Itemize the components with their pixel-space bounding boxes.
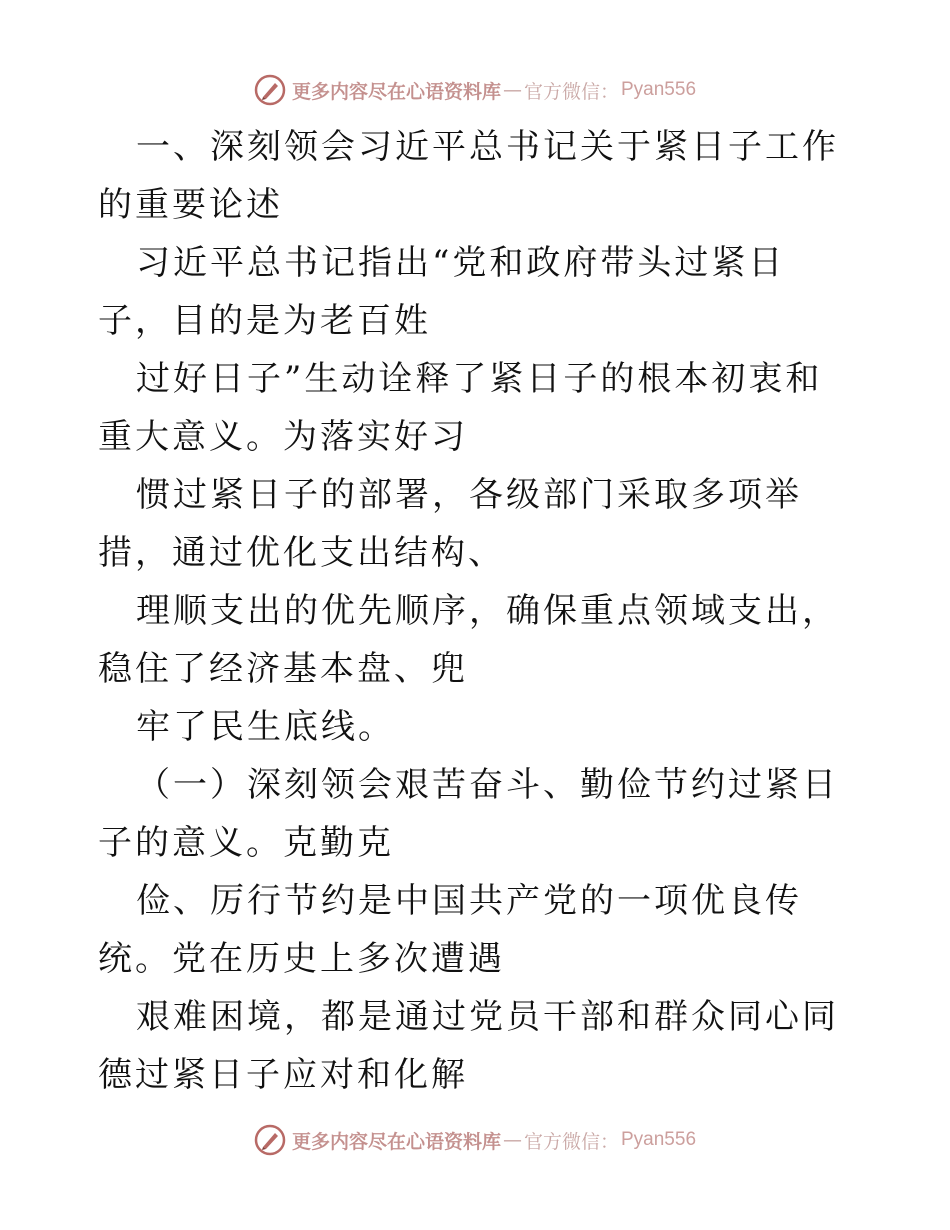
paragraph-line: 惯过紧日子的部署，各级部门采取多项举措，通过优化支出结构、	[98, 475, 802, 573]
paragraph-line: 理顺支出的优先顺序，确保重点领域支出，稳住了经济基本盘、兜	[98, 591, 839, 689]
paragraph-line: 过好日子”生动诠释了紧日子的根本初衷和重大意义。为落实好习	[98, 359, 823, 457]
watermark-label: 官方微信：	[523, 1130, 619, 1153]
watermark-main-text: 更多内容尽在心语资料库	[291, 80, 501, 103]
pen-logo-icon	[254, 74, 286, 106]
watermark-wechat-id: Pyan556	[621, 79, 697, 100]
watermark-dash: —	[502, 1129, 522, 1151]
watermark-dash: —	[502, 79, 522, 101]
heading-section-one: 一、深刻领会习近平总书记关于紧日子工作的重要论述	[98, 127, 839, 225]
footer-watermark	[0, 1120, 950, 1160]
subheading-one: （一）深刻领会艰苦奋斗、勤俭节约过紧日子的意义。克勤克	[98, 765, 839, 863]
watermark-wechat-id: Pyan556	[621, 1129, 697, 1150]
pen-logo-icon	[254, 1124, 286, 1156]
watermark-label: 官方微信：	[523, 80, 619, 103]
paragraph-line: 习近平总书记指出“党和政府带头过紧日子，目的是为老百姓	[98, 243, 786, 341]
paragraph-line: 牢了民生底线。	[136, 707, 395, 747]
paragraph-line: 俭、厉行节约是中国共产党的一项优良传统。党在历史上多次遭遇	[98, 881, 802, 979]
paragraph-line: 艰难困境，都是通过党员干部和群众同心同德过紧日子应对和化解	[98, 997, 839, 1095]
watermark-main-text: 更多内容尽在心语资料库	[291, 1130, 501, 1153]
header-watermark	[0, 70, 950, 110]
document-body	[98, 118, 858, 1104]
